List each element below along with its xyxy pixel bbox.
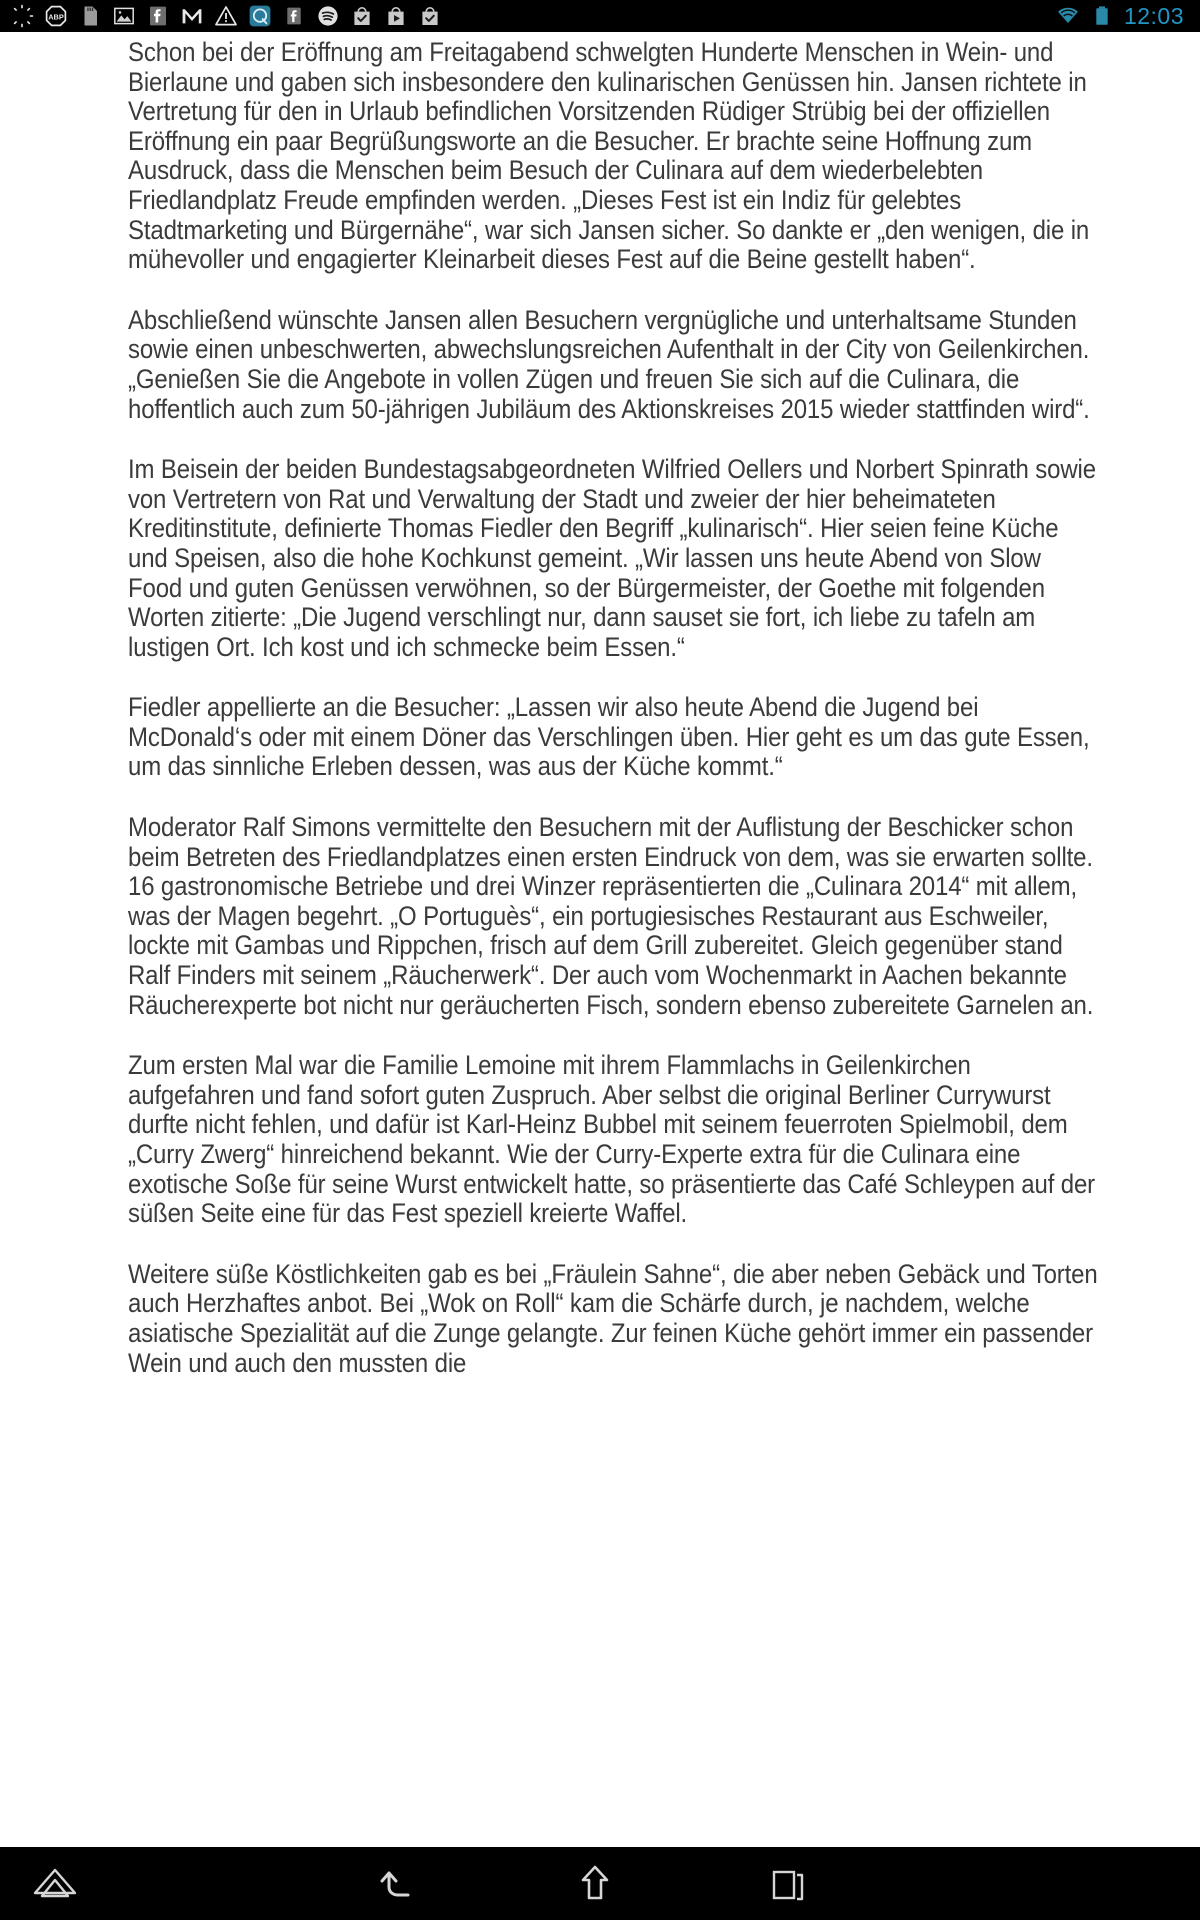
spotify-icon: [316, 4, 340, 28]
article-paragraph: Schon bei der Eröffnung am Freitagabend schwelgten Hunderte Menschen in Wein- und Bierlaune und gaben sich insbesondere den kulinarischen Genüssen hin. Jansen richtete in Vertretung für den in Urlaub befindlichen Vorsitzenden Rüdiger Strübig bei der offiziellen Eröffnung ein paar Begrüßungsworte an die Besucher. Er brachte seine Hoffnung zum Ausdruck, dass die Menschen beim Besuch der Culinara auf dem wiederbelebten Friedlandplatz Freude empfinden werden. „Dieses Fest ist ein Indiz für gelebtes Stadtmarketing und Bürgernähe“, war sich Jansen sicher. So dankte er „den wenigen, die in mühevoller und engagierter Kleinarbeit dieses Fest auf die Beine gestellt haben“.: [128, 37, 1090, 275]
svg-text:ABP: ABP: [48, 12, 64, 22]
status-bar-clock: 12:03: [1123, 2, 1184, 29]
article-paragraph: Fiedler appellierte an die Besucher: „Lassen wir also heute Abend die Jugend bei McDonald‘s oder mit einem Döner das Verschlingen üben. Hier geht es um das gute Essen, um das sinnliche Erleben dessen, was aus der Küche kommt.“: [128, 692, 1090, 782]
play-store-download-complete-icon: [350, 4, 374, 28]
status-bar[interactable]: [0, 0, 1200, 32]
nav-recents-button[interactable]: [767, 1862, 813, 1906]
article-paragraph: Abschließend wünschte Jansen allen Besuchern vergnügliche und unterhaltsame Stunden sowie einen unbeschwerten, abwechslungsreichen Aufenthalt in der City von Geilenkirchen. „Genießen Sie die Angebote in vollen Zügen und freuen Sie sich auf die Culinara, die hoffentlich auch zum 50-jährigen Jubiläum des Aktionskreises 2015 wieder stattfinden wird“.: [128, 304, 1090, 424]
gallery-image-icon: [112, 4, 136, 28]
status-bar-notification-icons: [10, 4, 442, 28]
status-bar-system-icons: [1056, 4, 1190, 28]
adblock-plus-icon: [44, 4, 68, 28]
gmail-icon: [180, 4, 204, 28]
nav-home-button[interactable]: [573, 1862, 617, 1906]
article-paragraph: Weitere süße Köstlichkeiten gab es bei „Fräulein Sahne“, die aber neben Gebäck und Torten auch Herzhaftes anbot. Bei „Wok on Roll“ kam die Schärfe durch, je nachdem, welche asiatische Spezialität auf die Zunge gelangte. Zur feinen Küche gehört immer ein passender Wein und auch den mussten die: [128, 1258, 1098, 1378]
quizduell-q-icon: [248, 4, 272, 28]
facebook-messenger-icon: [282, 4, 306, 28]
nav-expand-caret[interactable]: [0, 1847, 110, 1920]
facebook-icon: [146, 4, 170, 28]
system-navigation-bar: [0, 1847, 1200, 1920]
brightness-sun-icon: [10, 4, 34, 28]
battery-icon: [1090, 4, 1114, 28]
nav-back-button[interactable]: [377, 1863, 423, 1905]
article-scroll-area[interactable]: [0, 32, 1200, 1847]
wifi-icon: [1056, 4, 1080, 28]
sd-card-icon: [78, 4, 102, 28]
play-store-download-complete-2-icon: [418, 4, 442, 28]
warning-triangle-icon: [214, 4, 238, 28]
article-paragraph: Moderator Ralf Simons vermittelte den Besuchern mit der Auflistung der Beschicker schon beim Betreten des Friedlandplatzes einen ersten Eindruck von dem, was sie erwarten sollte. 16 gastronomische Betriebe und drei Winzer repräsentierten die „Culinara 2014“ mit allem, was der Magen begehrt. „O Portuguès“, ein portugiesisches Restaurant aus Eschweiler, lockte mit Gambas und Rippchen, frisch auf dem Grill zubereitet. Gleich gegenüber stand Ralf Finders mit seinem „Räucherwerk“. Der auch vom Wochenmarkt in Aachen bekannte Räucherexperte bot nicht nur geräucherten Fisch, sondern ebenso zubereitete Garnelen an.: [128, 812, 1094, 1020]
play-store-downloading-icon: [384, 4, 408, 28]
article-paragraph: Im Beisein der beiden Bundestagsabgeordneten Wilfried Oellers und Norbert Spinrath sowie von Vertretern von Rat und Verwaltung der Stadt und zweier der hier beheimateten Kreditinstitute, definierte Thomas Fiedler den Begriff „kulinarisch“. Hier seien feine Küche und Speisen, also die hohe Kochkunst gemeint. „Wir lassen uns heute Abend von Slow Food und guten Genüssen verwöhnen, so der Bürgermeister, der Goethe mit folgenden Worten zitierte: „Die Jugend verschlingt nur, dann sauset sie fort, ich liebe zu tafeln am lustigen Ort. Ich kost und ich schmecke beim Essen.“: [128, 454, 1096, 662]
article-body: [0, 32, 1200, 1378]
article-paragraph: Zum ersten Mal war die Familie Lemoine mit ihrem Flammlachs in Geilenkirchen aufgefahren und fand sofort guten Zuspruch. Aber selbst die original Berliner Currywurst durfte nicht fehlen, und dafür ist Karl-Heinz Bubbel mit seinem feuerroten Spielmobil, dem „Curry Zwerg“ hinreichend bekannt. Wie der Curry-Experte extra für die Culinara eine exotische Soße für seine Wurst entwickelt hatte, so präsentierte das Café Schleypen auf der süßen Seite eine für das Fest speziell kreierte Waffel.: [128, 1050, 1096, 1229]
